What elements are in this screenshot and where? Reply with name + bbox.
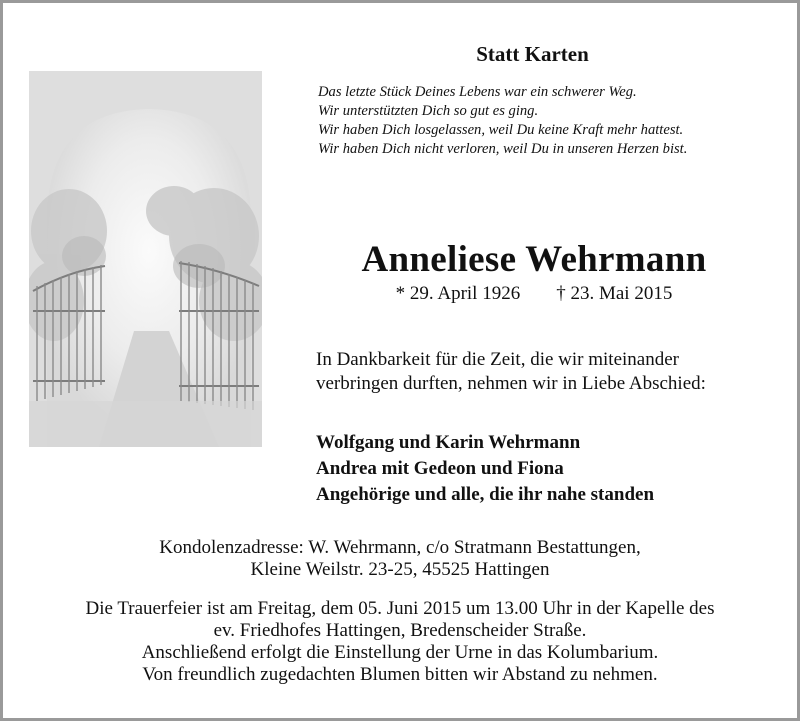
thanks-line: verbringen durften, nehmen wir in Liebe Abschied: [316,373,706,394]
poem [318,83,778,159]
death-date: † 23. Mai 2015 [556,283,673,304]
family-list [316,430,776,508]
funeral-line: Die Trauerfeier ist am Freitag, dem 05. Juni 2015 um 13.00 Uhr in der Kapelle des [85,598,715,619]
poem-line: Wir haben Dich nicht verloren, weil Du in unseren Herzen bist. [318,141,688,157]
thanks-text [316,348,776,396]
family-member: Andrea mit Gedeon und Fiona [316,458,564,479]
deceased-name: Anneliese Wehrmann [361,239,707,280]
family-member: Wolfgang und Karin Wehrmann [316,432,581,453]
poem-line: Wir unterstützten Dich so gut es ging. [318,103,539,119]
birth-date: * 29. April 1926 [395,283,521,304]
condolence-line: Kondolenzadresse: W. Wehrmann, c/o Stratmann Bestattungen, [159,537,641,558]
thanks-line: In Dankbarkeit für die Zeit, die wir miteinander [316,349,679,370]
condolence-line: Kleine Weilstr. 23-25, 45525 Hattingen [250,559,550,580]
funeral-line: Von freundlich zugedachten Blumen bitten wir Abstand zu nehmen. [142,664,658,685]
life-dates [315,283,753,305]
condolence-address [0,537,800,581]
poem-line: Das letzte Stück Deines Lebens war ein schwerer Weg. [318,84,637,100]
funeral-info [0,598,800,686]
poem-line: Wir haben Dich losgelassen, weil Du keine Kraft mehr hattest. [318,122,684,138]
notice-heading: Statt Karten [476,42,589,66]
family-member: Angehörige und alle, die ihr nahe standen [316,484,655,505]
cemetery-gate-image [29,71,262,447]
funeral-line: Anschließend erfolgt die Einstellung der Urne in das Kolumbarium. [141,642,659,663]
funeral-line: ev. Friedhofes Hattingen, Bredenscheider Straße. [213,620,587,641]
